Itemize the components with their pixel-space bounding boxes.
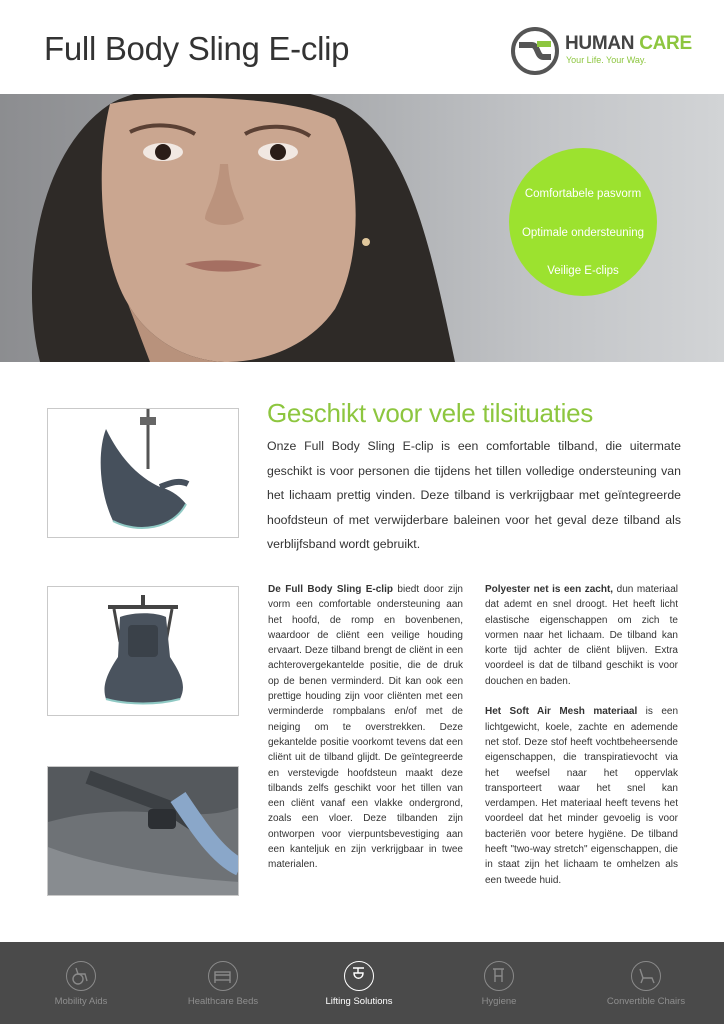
recliner-icon (631, 961, 661, 991)
sling-side-image (48, 409, 239, 538)
paragraph-text: is een lichtgewicht, koele, zachte en ademende net stof. Deze stof heeft vochtbeheersende eigenschappen, die transpiratievocht via het weefsel naar het oppervlak transporteert waar het snel kan verdampen. Het materiaal heeft tevens het voordeel dat het minder gevoelig is voor bacteriën voor betere hygiëne. De tilband heeft "two-way stretch" eigenschappen, die in staat zijn het lichaam te omhelzen als een tweede huid. (485, 706, 678, 886)
section-heading: Geschikt voor vele tilsituaties (267, 398, 593, 428)
nav-label: Healthcare Beds (187, 996, 259, 1007)
text-column-right (485, 582, 678, 903)
paragraph (485, 582, 678, 689)
sling-front-image (48, 587, 239, 716)
lift-icon (344, 961, 374, 991)
nav-label: Hygiene (481, 996, 517, 1007)
product-photo-sling-front (47, 586, 239, 716)
logo-tagline: Your Life. Your Way. (566, 55, 647, 65)
bed-icon (208, 961, 238, 991)
feature-item: Comfortabele pasvorm (524, 188, 642, 200)
paragraph-text: biedt door zijn vorm een comfortable ondersteuning aan het hoofd, de romp en bovenbenen, waardoor de cliënt een veilige houding ervaart. Deze tilband brengt de cliënt in een achterovergekantelde positie, die de druk op de benen verminderd. Dit kan ook een prettige houding zijn voor cliënten met een verminderde rompbalans en/of met de neiging om te overstrekken. Deze gekantelde positie voorkomt tevens dat een cliënt uit de tilband glijdt. De geïntegreerde en verstevigde hoofdsteun maakt deze tilbands zelfs geschikt voor het tillen van een cliënt vanaf een vlakke ondergrond, zoals een vloer. Deze tilbanden zijn ontworpen voor vierpuntsbevestiging aan een kanteljuk en zijn verkrijgbaar in twee materialen. (268, 584, 463, 871)
product-photo-sling-side (47, 408, 239, 538)
nav-item-lifting-solutions[interactable] (289, 942, 429, 1024)
feature-item: Veilige E-clips (547, 265, 619, 277)
intro-paragraph: Onze Full Body Sling E-clip is een comfortable tilband, die uitermate geschikt is voor personen die tijdens het tillen volledige ondersteuning van het lichaam prettig vinden. Deze tilband is verkrijgbaar met geïntegreerde hoofdsteun of met verwijderbare baleinen voor het geval deze tilband als verblijfsband wordt gebruikt. (267, 439, 681, 551)
nav-item-healthcare-beds[interactable] (153, 942, 293, 1024)
brand-logo[interactable] (510, 26, 690, 80)
footer-nav (0, 942, 724, 1024)
product-photo-eclip-detail (47, 766, 239, 896)
paragraph-lead: De Full Body Sling E-clip (268, 584, 393, 595)
page-title: Full Body Sling E-clip (44, 30, 350, 67)
feature-circle (509, 148, 657, 296)
nav-label: Convertible Chairs (606, 996, 686, 1007)
nav-item-hygiene[interactable] (429, 942, 569, 1024)
wheelchair-icon (66, 961, 96, 991)
text-column-left (268, 582, 463, 888)
paragraph-text: dun materiaal dat ademt en snel droogt. Het heeft licht elastische eigenschappen om zich te vormen naar het lichaam. De tilband kan korte tijd achter de cliënt blijven. Extra voordeel is dat de tilband geschikt is voor douchen en baden. (485, 584, 678, 687)
paragraph-lead: Het Soft Air Mesh materiaal (485, 706, 638, 718)
eclip-detail-image (48, 767, 239, 896)
paragraph (268, 582, 463, 873)
paragraph-lead: Polyester net is een zacht, (485, 584, 614, 595)
nav-item-convertible-chairs[interactable] (576, 942, 716, 1024)
hero-banner (0, 94, 724, 362)
nav-label: Lifting Solutions (325, 996, 393, 1007)
nav-item-mobility-aids[interactable] (11, 942, 151, 1024)
paragraph (485, 704, 678, 888)
nav-label: Mobility Aids (54, 996, 108, 1007)
feature-item: Optimale ondersteuning (521, 227, 645, 239)
logo-mark-icon (510, 26, 560, 76)
shower-chair-icon (484, 961, 514, 991)
logo-name: HUMAN CARE (565, 33, 692, 54)
